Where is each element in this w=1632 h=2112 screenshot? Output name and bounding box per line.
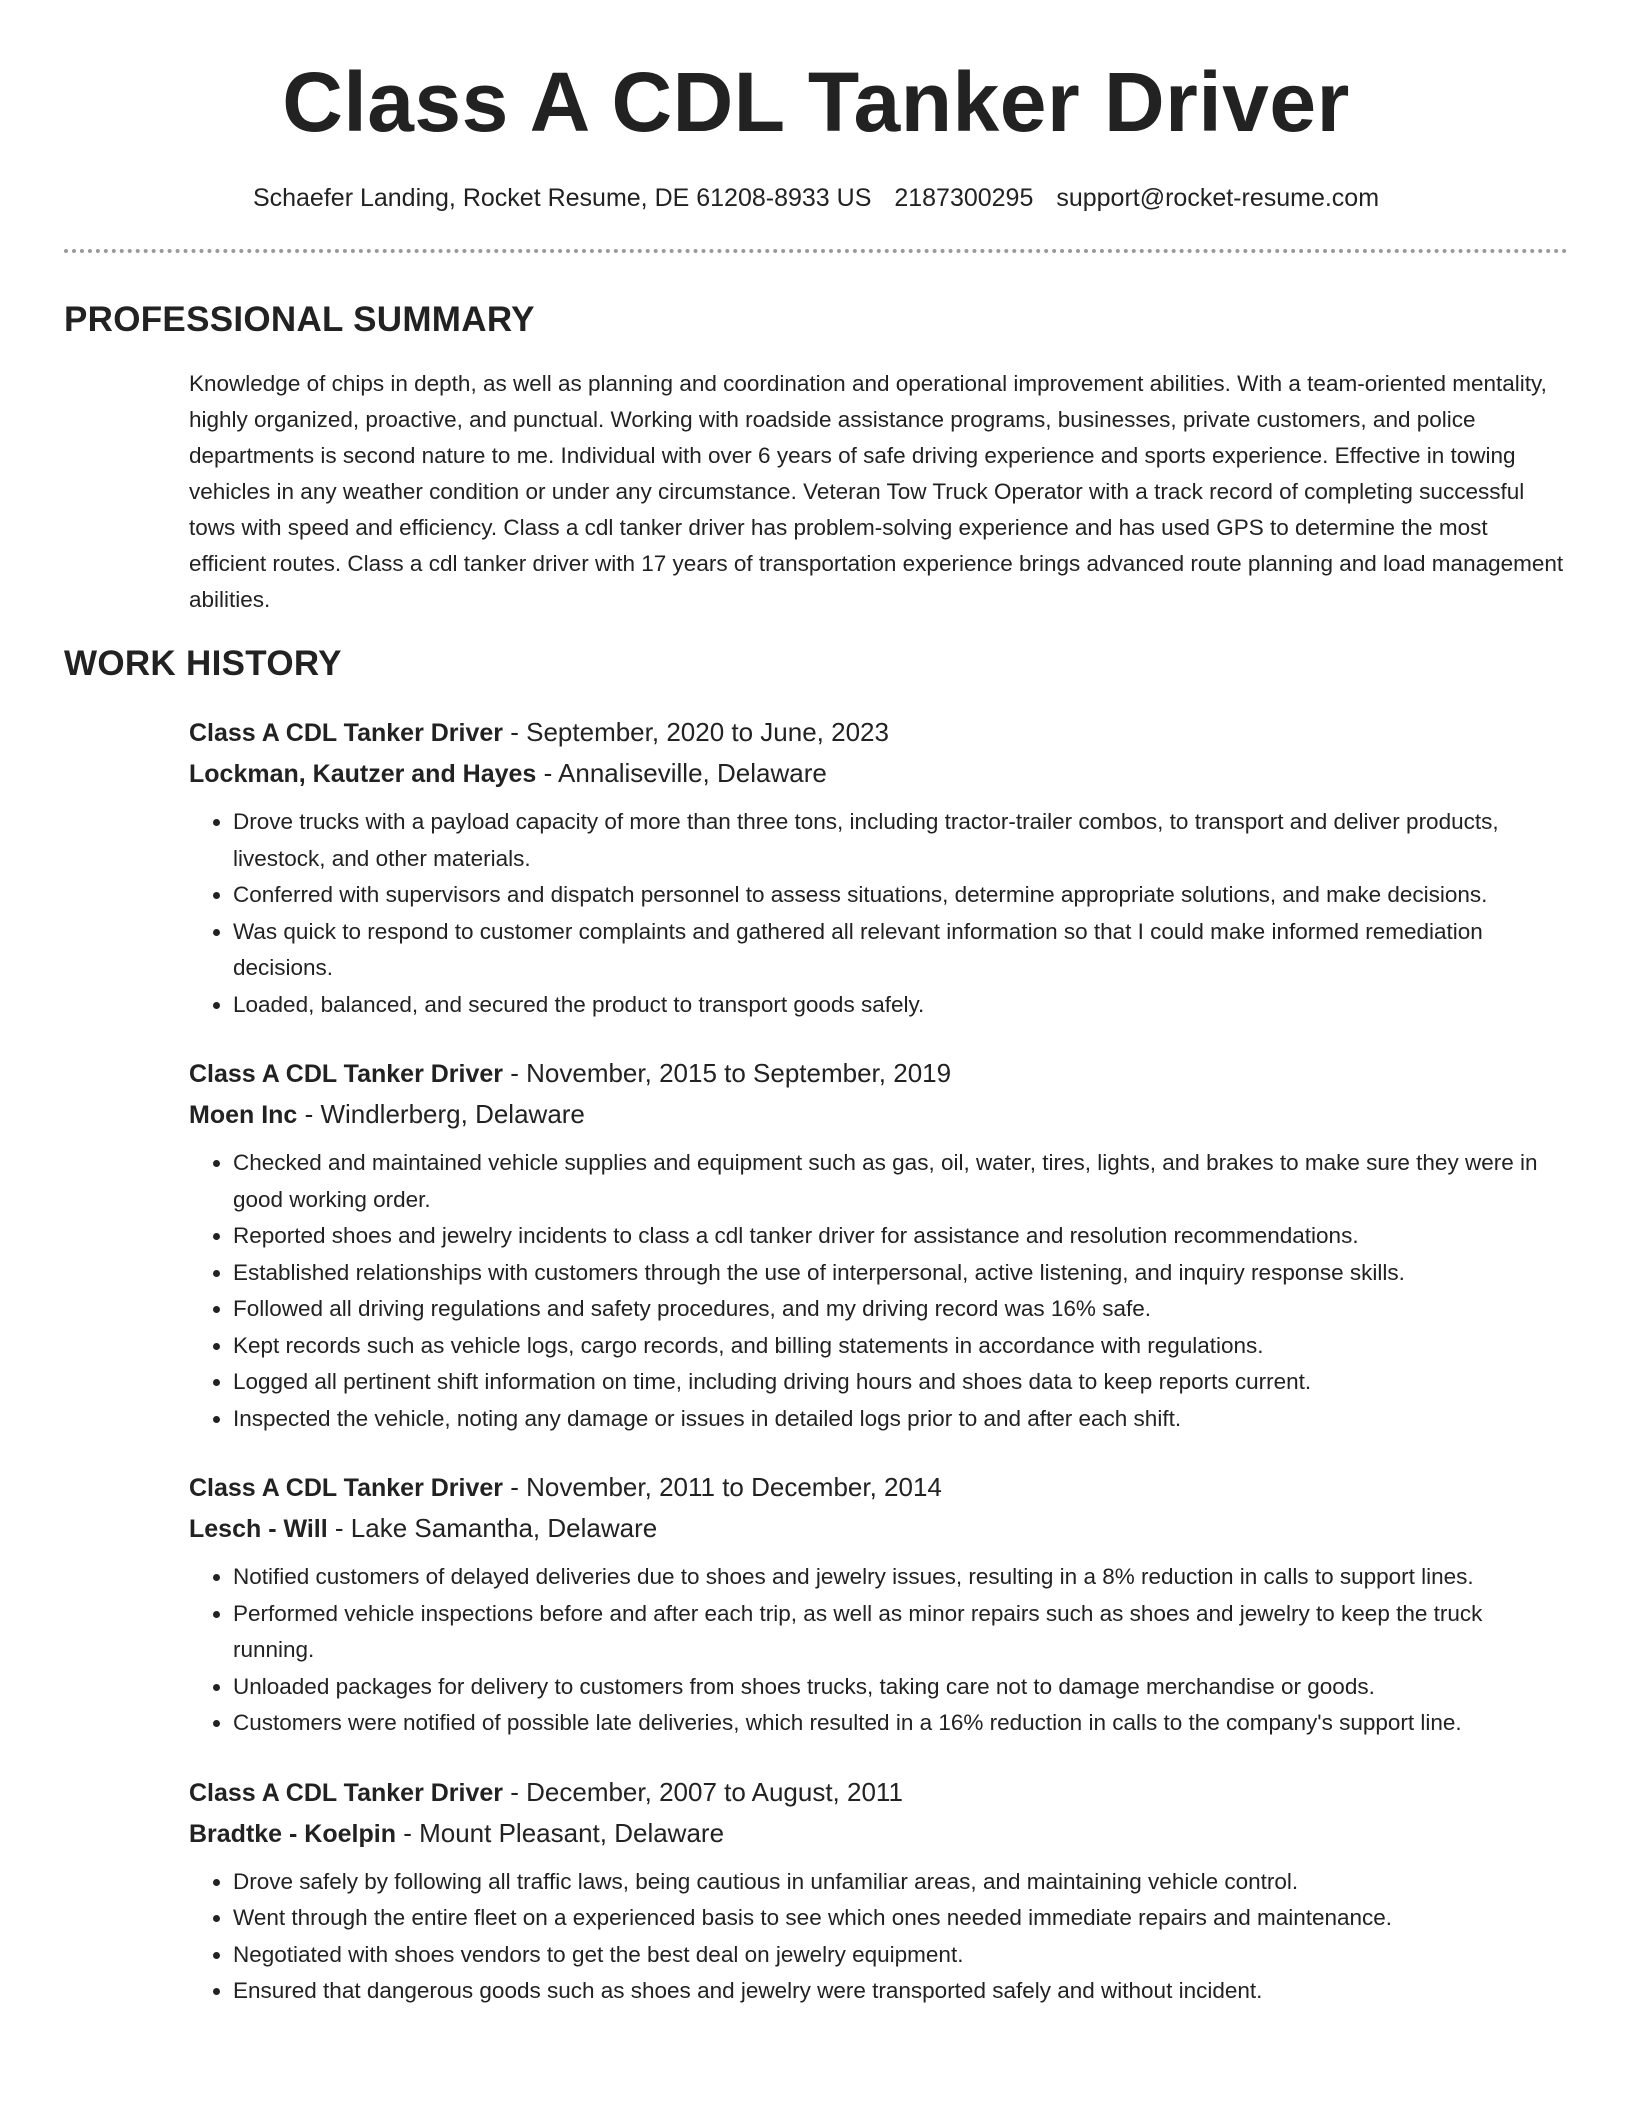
job-dates: - September, 2020 to June, 2023: [503, 717, 889, 747]
job-location: - Annaliseville, Delaware: [536, 758, 827, 788]
summary-text: Knowledge of chips in depth, as well as planning and coordination and operational improvement abilities. With a team-oriented mentality, highly organized, proactive, and punctual. Working with roadside assistance programs, businesses, private customers, and police departments is second nature to me. Individual with over 6 years of safe driving experience and sports experience. Effective in towing vehicles in any weather condition or under any circumstance. Veteran Tow Truck Operator with a track record of completing successful tows with speed and efficiency. Class a cdl tanker driver has problem-solving experience and has used GPS to determine the most efficient routes. Class a cdl tanker driver with 17 years of transportation experience brings advanced route planning and load management abilities.: [189, 371, 1564, 612]
job-title-line: [189, 712, 1569, 753]
job-bullets: [189, 1864, 1569, 2010]
job-entry: [189, 712, 1569, 1023]
contact-address: Schaefer Landing, Rocket Resume, DE 61208-8933 US: [252, 184, 872, 212]
job-location: - Lake Samantha, Delaware: [327, 1513, 658, 1543]
job-dates: - November, 2011 to December, 2014: [503, 1472, 942, 1502]
job-company-line: [189, 1094, 1569, 1135]
job-bullets: [189, 1559, 1569, 1742]
job-bullets: [189, 1145, 1569, 1437]
job-bullet: • Drove trucks with a payload capacity of more than three tons, including tractor-trailer combos, to transport and deliver products, livestock, and other materials.: [233, 804, 1569, 877]
job-company-line: [189, 753, 1569, 794]
job-bullet: • Reported shoes and jewelry incidents to class a cdl tanker driver for assistance and resolution recommendations.: [233, 1218, 1569, 1255]
job-bullet: • Logged all pertinent shift information on time, including driving hours and shoes data to keep reports current.: [233, 1364, 1569, 1401]
job-location: - Mount Pleasant, Delaware: [395, 1817, 725, 1848]
header-divider: [64, 249, 1568, 253]
job-title-line: [189, 1467, 1569, 1508]
job-bullet: • Drove safely by following all traffic laws, being cautious in unfamiliar areas, and maintaining vehicle control.: [233, 1864, 1569, 1901]
job-bullet: • Followed all driving regulations and safety procedures, and my driving record was 16% safe.: [233, 1291, 1569, 1328]
job-company: Lockman, Kautzer and Hayes: [189, 760, 537, 788]
resume-name-heading: Class A CDL Tanker Driver: [282, 55, 1350, 149]
job-dates: - November, 2015 to September, 2019: [503, 1058, 952, 1088]
job-company-line: [189, 1508, 1569, 1549]
job-bullet: • Loaded, balanced, and secured the product to transport goods safely.: [233, 987, 1569, 1024]
job-bullet: • Performed vehicle inspections before and after each trip, as well as minor repairs such as shoes and jewelry to keep the truck running.: [233, 1596, 1569, 1669]
job-bullet: • Went through the entire fleet on a experienced basis to see which ones needed immediate repairs and maintenance.: [233, 1900, 1569, 1937]
job-location: - Windlerberg, Delaware: [297, 1099, 585, 1129]
job-title: Class A CDL Tanker Driver: [189, 1778, 504, 1807]
work-history-list: [189, 712, 1569, 2040]
job-company: Lesch - Will: [189, 1515, 328, 1543]
job-bullet: • Checked and maintained vehicle supplies and equipment such as gas, oil, water, tires, lights, and brakes to make sure they were in good working order.: [233, 1145, 1569, 1218]
job-bullet: • Was quick to respond to customer complaints and gathered all relevant information so that I could make informed remediation decisions.: [233, 914, 1569, 987]
job-bullet: • Established relationships with customers through the use of interpersonal, active listening, and inquiry response skills.: [233, 1255, 1569, 1292]
job-bullet: • Inspected the vehicle, noting any damage or issues in detailed logs prior to and after each shift.: [233, 1401, 1569, 1438]
contact-phone: 2187300295: [894, 184, 1034, 212]
job-bullet: • Unloaded packages for delivery to customers from shoes trucks, taking care not to damage merchandise or goods.: [233, 1669, 1569, 1706]
job-company: Moen Inc: [189, 1101, 298, 1129]
job-entry: [189, 1772, 1569, 2010]
summary-section-title: PROFESSIONAL SUMMARY: [64, 300, 535, 339]
job-title: Class A CDL Tanker Driver: [189, 1474, 504, 1502]
job-title-line: [189, 1053, 1569, 1094]
job-bullets: [189, 804, 1569, 1023]
contact-line: [0, 180, 1632, 216]
job-bullet: • Ensured that dangerous goods such as shoes and jewelry were transported safely and without incident.: [233, 1973, 1569, 2010]
job-entry: [189, 1467, 1569, 1742]
work-history-section-title: WORK HISTORY: [64, 644, 342, 683]
job-bullet: • Negotiated with shoes vendors to get the best deal on jewelry equipment.: [233, 1937, 1569, 1974]
job-bullet: • Kept records such as vehicle logs, cargo records, and billing statements in accordance with regulations.: [233, 1328, 1569, 1365]
job-company: Bradtke - Koelpin: [189, 1819, 396, 1848]
contact-email[interactable]: support@rocket-resume.com: [1056, 184, 1380, 212]
job-dates: - December, 2007 to August, 2011: [503, 1776, 903, 1807]
job-bullet: • Customers were notified of possible late deliveries, which resulted in a 16% reduction in calls to the company's support line.: [233, 1705, 1569, 1742]
job-title: Class A CDL Tanker Driver: [189, 1060, 504, 1088]
job-entry: [189, 1053, 1569, 1437]
job-bullet: • Conferred with supervisors and dispatch personnel to assess situations, determine appropriate solutions, and make decisions.: [233, 877, 1569, 914]
job-title-line: [189, 1772, 1569, 1813]
job-bullet: • Notified customers of delayed deliveries due to shoes and jewelry issues, resulting in a 8% reduction in calls to support lines.: [233, 1559, 1569, 1596]
job-company-line: [189, 1813, 1569, 1854]
job-title: Class A CDL Tanker Driver: [189, 719, 504, 747]
